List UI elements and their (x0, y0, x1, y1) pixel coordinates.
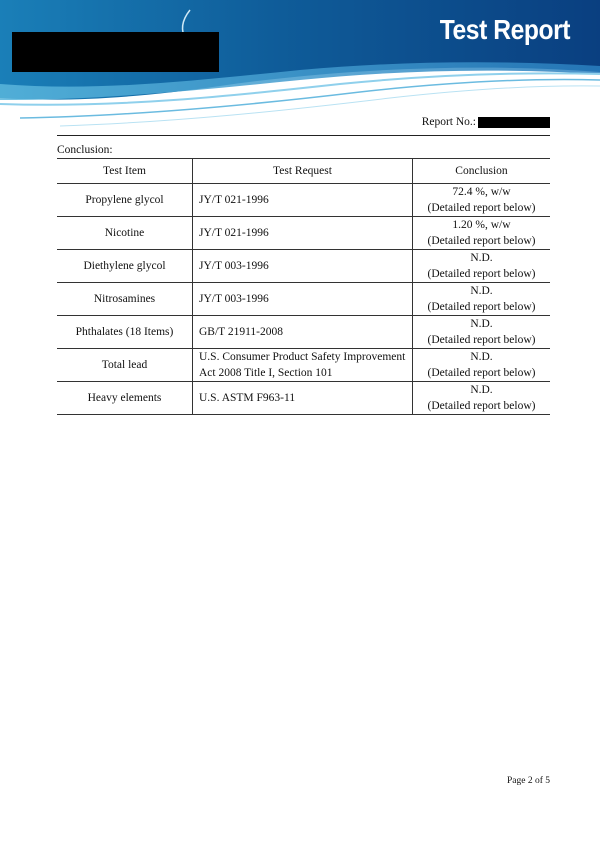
table-row (57, 217, 550, 250)
report-title: Test Report (439, 14, 570, 45)
test-request-cell (193, 250, 413, 283)
conclusion-cell (413, 250, 551, 283)
conclusion-cell (413, 217, 551, 250)
test-request-line: Act 2008 Title I, Section 101 (199, 367, 333, 379)
result-value: N.D. (470, 384, 493, 396)
report-header-banner (0, 0, 600, 130)
test-item-cell: Diethylene glycol (57, 250, 193, 283)
test-request-cell (193, 316, 413, 349)
column-header-test-item: Test Item (57, 159, 193, 184)
table-row (57, 316, 550, 349)
test-request-line: GB/T 21911-2008 (199, 326, 284, 338)
test-item-cell: Nicotine (57, 217, 193, 250)
result-value: 72.4 %, w/w (452, 186, 511, 198)
result-note: (Detailed report below) (427, 235, 536, 247)
test-item-cell: Phthalates (18 Items) (57, 316, 193, 349)
result-note: (Detailed report below) (427, 334, 536, 346)
column-header-conclusion: Conclusion (413, 159, 551, 184)
page-number: Page 2 of 5 (506, 776, 550, 786)
result-value: N.D. (470, 351, 493, 363)
test-item-cell: Heavy elements (57, 382, 193, 415)
report-number-label: Report No.: (421, 116, 476, 128)
test-request-line: U.S. ASTM F963-11 (199, 392, 296, 404)
table-row (57, 382, 550, 415)
conclusion-table (57, 158, 550, 415)
result-value: 1.20 %, w/w (452, 219, 511, 231)
table-row (57, 349, 550, 382)
result-value: N.D. (470, 318, 493, 330)
table-row (57, 250, 550, 283)
column-header-test-request: Test Request (193, 159, 413, 184)
redacted-report-number (478, 117, 550, 128)
test-request-line: JY/T 003-1996 (199, 293, 269, 305)
result-note: (Detailed report below) (427, 202, 536, 214)
test-request-cell (193, 184, 413, 217)
report-number (422, 116, 550, 128)
redacted-logo-block (12, 32, 219, 72)
test-request-cell (193, 283, 413, 316)
conclusion-cell (413, 283, 551, 316)
test-request-line: JY/T 003-1996 (199, 260, 269, 272)
table-row (57, 184, 550, 217)
conclusion-cell (413, 382, 551, 415)
conclusion-label: Conclusion: (57, 144, 113, 156)
test-request-line: U.S. Consumer Product Safety Improvement (199, 351, 406, 363)
test-request-line: JY/T 021-1996 (199, 194, 269, 206)
test-item-cell: Nitrosamines (57, 283, 193, 316)
result-note: (Detailed report below) (427, 367, 536, 379)
result-note: (Detailed report below) (427, 400, 536, 412)
header-divider (57, 135, 550, 136)
test-request-cell (193, 349, 413, 382)
conclusion-cell (413, 184, 551, 217)
result-value: N.D. (470, 252, 493, 264)
table-row (57, 283, 550, 316)
result-note: (Detailed report below) (427, 301, 536, 313)
test-item-cell: Propylene glycol (57, 184, 193, 217)
test-item-cell: Total lead (57, 349, 193, 382)
conclusion-cell (413, 316, 551, 349)
result-value: N.D. (470, 285, 493, 297)
conclusion-cell (413, 349, 551, 382)
test-request-cell (193, 217, 413, 250)
result-note: (Detailed report below) (427, 268, 536, 280)
table-header-row (57, 159, 550, 184)
test-request-line: JY/T 021-1996 (199, 227, 269, 239)
test-request-cell (193, 382, 413, 415)
